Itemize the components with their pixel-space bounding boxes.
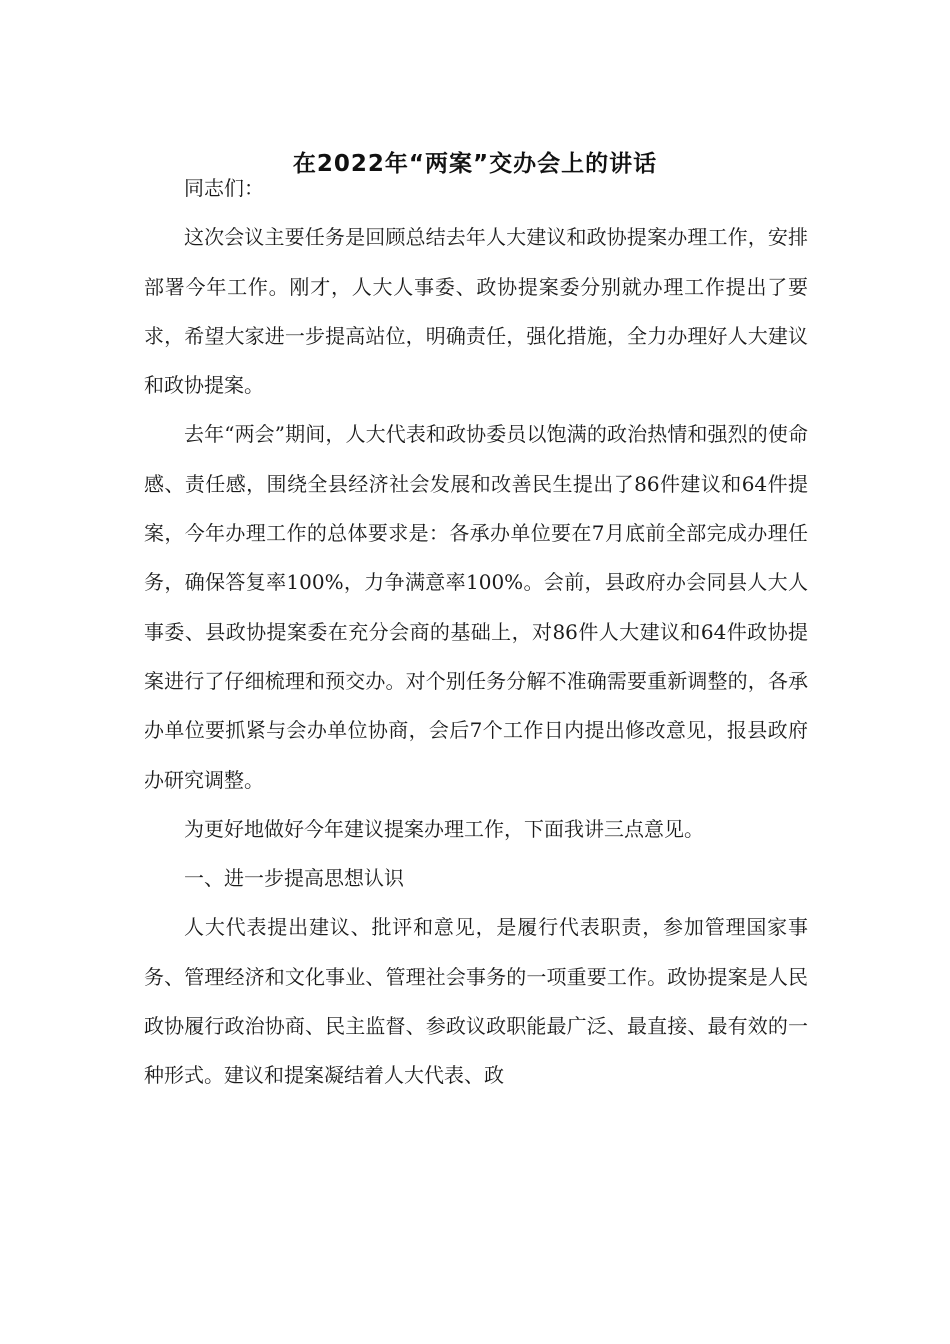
document-body bbox=[144, 164, 808, 1101]
salutation-paragraph: 同志们： bbox=[184, 176, 264, 200]
body-paragraph: 为更好地做好今年建议提案办理工作，下面我讲三点意见。 bbox=[184, 816, 704, 841]
body-paragraph: 这次会议主要任务是回顾总结去年人大建议和政协提案办理工作，安排部署今年工作。刚才，人大人事委、政协提案委分别就办理工作提出了要求，希望大家进一步提高站位，明确责任，强化措施，全力办理好人大建议和政协提案。 bbox=[144, 225, 808, 398]
section-heading: 一、进一步提高思想认识 bbox=[184, 866, 404, 891]
body-paragraph: 去年“两会”期间，人大代表和政协委员以饱满的政治热情和强烈的使命感、责任感，围绕全县经济社会发展和改善民生提出了86件建议和64件提案，今年办理工作的总体要求是：各承办单位要在7月底前全部完成办理任务，确保答复率100%，力争满意率100%。会前，县政府办会同县人大人事委、县政协提案委在充分会商的基础上，对86件人大建议和64件政协提案进行了仔细梳理和预交办。对个别任务分解不准确需要重新调整的，各承办单位要抓紧与会办单位协商，会后7个工作日内提出修改意见，报县政府办研究调整。 bbox=[144, 422, 808, 792]
body-paragraph: 人大代表提出建议、批评和意见，是履行代表职责，参加管理国家事务、管理经济和文化事业、管理社会事务的一项重要工作。政协提案是人民政协履行政治协商、民主监督、参政议政职能最广泛、最直接、最有效的一种形式。建议和提案凝结着人大代表、政 bbox=[144, 915, 808, 1088]
document-title: 在2022年“两案”交办会上的讲话 bbox=[292, 151, 658, 177]
